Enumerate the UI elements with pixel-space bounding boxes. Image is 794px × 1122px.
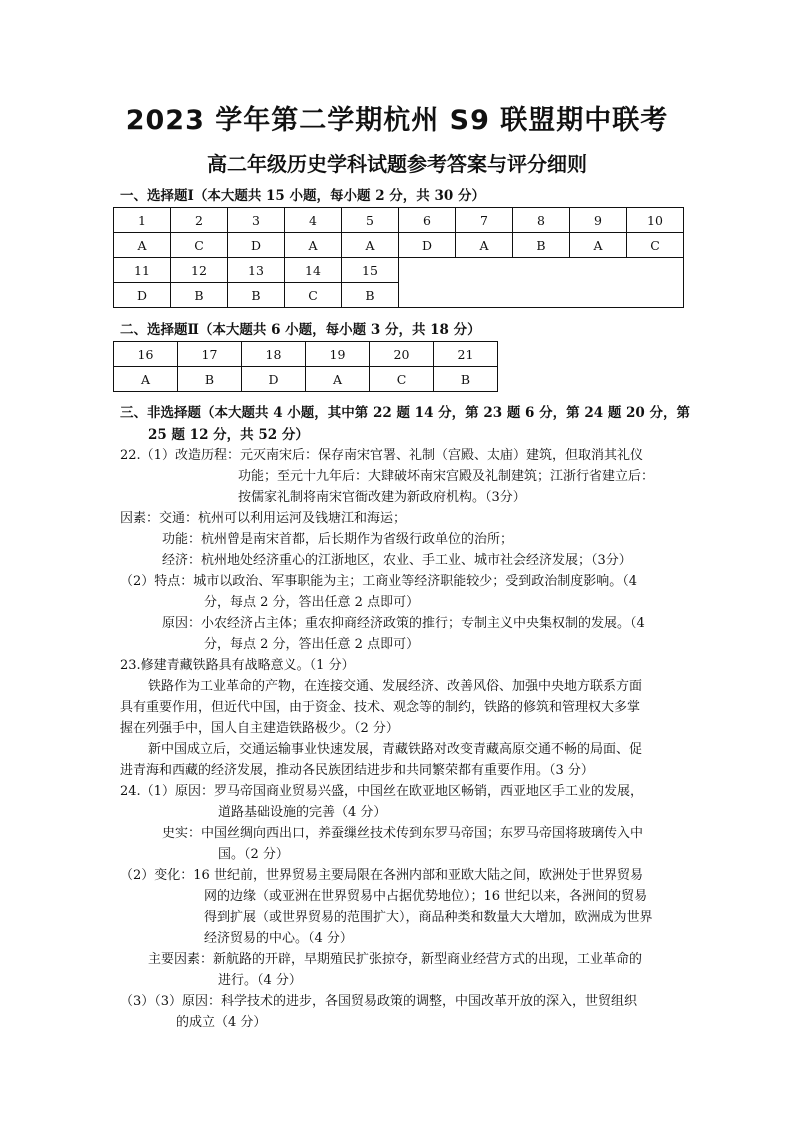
table-cell: C bbox=[627, 233, 684, 258]
table-cell: B bbox=[434, 367, 498, 392]
table-cell: 17 bbox=[178, 342, 242, 367]
table-cell: C bbox=[171, 233, 228, 258]
table-cell: A bbox=[342, 233, 399, 258]
table-cell: C bbox=[370, 367, 434, 392]
table-cell: 11 bbox=[114, 258, 171, 283]
table-cell: 13 bbox=[228, 258, 285, 283]
table-row bbox=[114, 258, 684, 283]
table-cell: A bbox=[114, 367, 178, 392]
table-cell: 6 bbox=[399, 208, 456, 233]
table-cell: 8 bbox=[513, 208, 570, 233]
answer-line: 进行。（4 分） bbox=[218, 973, 302, 988]
answer-line: 23.修建青藏铁路具有战略意义。（1 分） bbox=[120, 658, 355, 673]
table-row bbox=[114, 208, 684, 233]
answer-line: 得到扩展（或世界贸易的范围扩大），商品种类和数量大大增加，欧洲成为世界 bbox=[204, 910, 653, 925]
answer-line: 22.（1）改造历程：元灭南宋后：保存南宋官署、礼制（宫殿、太庙）建筑，但取消其礼仪 bbox=[120, 448, 643, 463]
answer-table-1 bbox=[113, 207, 684, 308]
section2-heading: 二、选择题Ⅱ（本大题共 6 小题，每小题 3 分，共 18 分） bbox=[120, 322, 481, 338]
table-cell: A bbox=[285, 233, 342, 258]
table-cell: A bbox=[306, 367, 370, 392]
answer-line: 经济贸易的中心。（4 分） bbox=[204, 931, 353, 946]
table-cell: B bbox=[342, 283, 399, 308]
answer-line: （3）（3）原因：科学技术的进步，各国贸易政策的调整，中国改革开放的深入，世贸组织 bbox=[120, 994, 638, 1009]
table-empty-cell bbox=[399, 258, 684, 308]
page-title: 2023 学年第二学期杭州 S9 联盟期中联考 bbox=[125, 105, 669, 136]
section3-heading: 三、非选择题（本大题共 4 小题，其中第 22 题 14 分，第 23 题 6 分，第 24 题 20 分，第 bbox=[120, 405, 691, 421]
answer-line: 道路基础设施的完善（4 分） bbox=[218, 805, 387, 820]
answer-line: 铁路作为工业革命的产物，在连接交通、发展经济、改善风俗、加强中央地方联系方面 bbox=[148, 679, 643, 694]
table-cell: A bbox=[456, 233, 513, 258]
page-subtitle: 高二年级历史学科试题参考答案与评分细则 bbox=[207, 152, 587, 176]
table-cell: D bbox=[228, 233, 285, 258]
table-cell: 5 bbox=[342, 208, 399, 233]
table-cell: 15 bbox=[342, 258, 399, 283]
answer-line: 原因：小农经济占主体；重农抑商经济政策的推行；专制主义中央集权制的发展。（4 bbox=[162, 616, 645, 631]
answer-line: 24.（1）原因：罗马帝国商业贸易兴盛，中国丝在欧亚地区畅销，西亚地区手工业的发展， bbox=[120, 784, 643, 799]
answer-line: 网的边缘（或亚洲在世界贸易中占据优势地位）；16 世纪以来，各洲间的贸易 bbox=[204, 889, 648, 904]
table-row bbox=[114, 342, 498, 367]
table-cell: 16 bbox=[114, 342, 178, 367]
answer-line: （2）变化：16 世纪前，世界贸易主要局限在各洲内部和亚欧大陆之间，欧洲处于世界贸易 bbox=[120, 868, 643, 883]
answer-line: 功能；至元十九年后：大肆破坏南宋宫殿及礼制建筑；江浙行省建立后： bbox=[238, 469, 655, 484]
table-cell: 3 bbox=[228, 208, 285, 233]
answer-line: 功能：杭州曾是南宋首都，后长期作为省级行政单位的治所； bbox=[162, 532, 514, 547]
answer-line: （2）特点：城市以政治、军事职能为主；工商业等经济职能较少；受到政治制度影响。（4 bbox=[120, 574, 638, 589]
table-cell: B bbox=[178, 367, 242, 392]
table-cell: 14 bbox=[285, 258, 342, 283]
section1-heading: 一、选择题Ⅰ（本大题共 15 小题，每小题 2 分，共 30 分） bbox=[120, 188, 485, 204]
answer-line: 新中国成立后，交通运输事业快速发展，青藏铁路对改变青藏高原交通不畅的局面、促 bbox=[148, 742, 643, 757]
table-cell: 2 bbox=[171, 208, 228, 233]
table-cell: D bbox=[242, 367, 306, 392]
table-cell: C bbox=[285, 283, 342, 308]
answer-line: 按儒家礼制将南宋官衙改建为新政府机构。（3分） bbox=[238, 490, 526, 505]
table-cell: A bbox=[570, 233, 627, 258]
table-row bbox=[114, 367, 498, 392]
answer-line: 因素：交通：杭州可以利用运河及钱塘江和海运； bbox=[120, 511, 407, 526]
answer-table-2 bbox=[113, 341, 498, 392]
answer-line: 分，每点 2 分，答出任意 2 点即可） bbox=[204, 595, 420, 610]
table-cell: D bbox=[399, 233, 456, 258]
table-cell: 20 bbox=[370, 342, 434, 367]
table-cell: 4 bbox=[285, 208, 342, 233]
table-cell: D bbox=[114, 283, 171, 308]
table-cell: 19 bbox=[306, 342, 370, 367]
table-cell: 7 bbox=[456, 208, 513, 233]
table-cell: 12 bbox=[171, 258, 228, 283]
table-cell: 18 bbox=[242, 342, 306, 367]
answer-line: 握在列强手中，国人自主建造铁路极少。（2 分） bbox=[120, 721, 399, 736]
section3-heading-cont: 25 题 12 分，共 52 分） bbox=[148, 427, 309, 443]
answer-line: 的成立（4 分） bbox=[176, 1015, 267, 1030]
table-cell: 1 bbox=[114, 208, 171, 233]
table-cell: B bbox=[513, 233, 570, 258]
table-row bbox=[114, 233, 684, 258]
answer-line: 国。（2 分） bbox=[218, 847, 289, 862]
table-cell: 21 bbox=[434, 342, 498, 367]
table-cell: 10 bbox=[627, 208, 684, 233]
answer-line: 分，每点 2 分，答出任意 2 点即可） bbox=[204, 637, 420, 652]
table-cell: A bbox=[114, 233, 171, 258]
table-cell: B bbox=[228, 283, 285, 308]
table-cell: B bbox=[171, 283, 228, 308]
answer-line: 具有重要作用，但近代中国，由于资金、技术、观念等的制约，铁路的修筑和管理权大多掌 bbox=[120, 700, 641, 715]
answer-line: 主要因素：新航路的开辟，早期殖民扩张掠夺，新型商业经营方式的出现，工业革命的 bbox=[148, 952, 643, 967]
table-cell: 9 bbox=[570, 208, 627, 233]
answer-line: 进青海和西藏的经济发展，推动各民族团结进步和共同繁荣都有重要作用。（3 分） bbox=[120, 763, 594, 778]
answer-line: 史实：中国丝绸向西出口，养蚕缫丝技术传到东罗马帝国；东罗马帝国将玻璃传入中 bbox=[162, 826, 644, 841]
answer-line: 经济：杭州地处经济重心的江浙地区，农业、手工业、城市社会经济发展；（3分） bbox=[162, 553, 632, 568]
